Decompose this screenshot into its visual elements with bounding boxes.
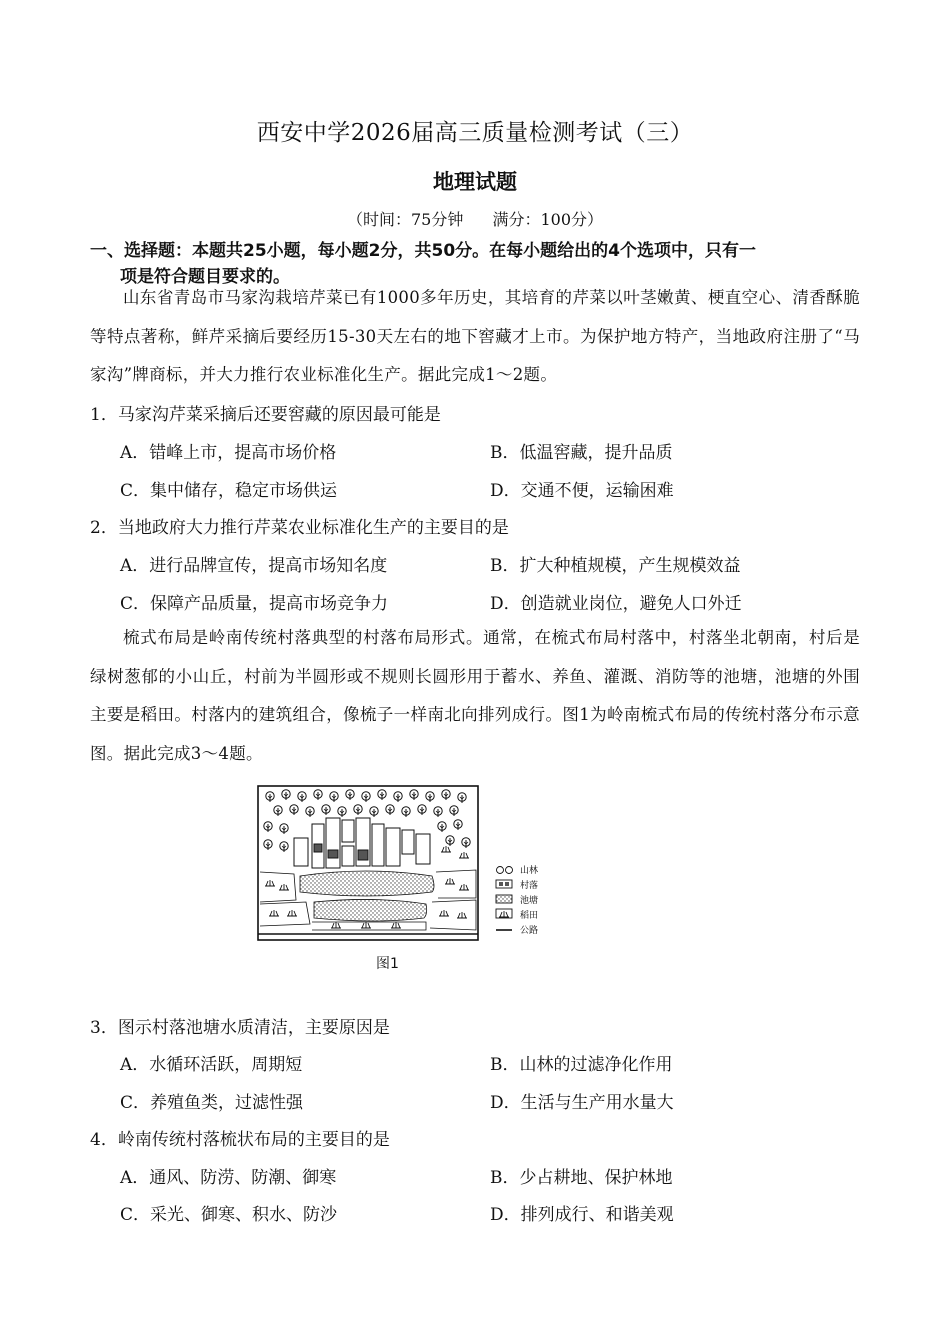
question-2-option-c: C．保障产品质量，提高市场竞争力 [120, 594, 389, 614]
legend-label-paddy: 稻田 [520, 911, 539, 921]
question-1-stem: 1．马家沟芹菜采摘后还要窖藏的原因最可能是 [90, 405, 441, 425]
exam-title: 西安中学2026届高三质量检测考试（三） [256, 120, 694, 146]
question-2-stem: 2．当地政府大力推行芹菜农业标准化生产的主要目的是 [90, 518, 509, 538]
legend-label-pond: 池塘 [520, 896, 539, 906]
section-heading-line2: 项是符合题目要求的。 [120, 267, 290, 287]
pond-upper [300, 871, 434, 896]
passage-1: 山东省青岛市马家沟栽培芹菜已有1000多年历史，其培育的芹菜以叶茎嫩黄、梗直空心、清香酥脆等特点著称，鲜芹采摘后要经历15-30天左右的地下窖藏才上市。为保护地方特产，当地政府注册了“马家沟”牌商标，并大力推行农业标准化生产。据此完成1～2题。 [90, 288, 860, 384]
question-3-option-c: C．养殖鱼类，过滤性强 [120, 1093, 304, 1113]
question-2-option-b: B．扩大种植规模，产生规模效益 [490, 556, 741, 576]
question-4-option-d: D．排列成行、和谐美观 [490, 1205, 674, 1225]
exam-meta [0, 207, 950, 230]
question-1-option-c: C．集中储存，稳定市场供运 [120, 481, 338, 501]
legend-paddy-symbol [496, 909, 512, 918]
legend-label-village: 村落 [520, 881, 539, 891]
question-2-option-a: A．进行品牌宣传，提高市场知名度 [120, 556, 388, 576]
legend-forest-symbol [497, 867, 513, 874]
question-4-option-b: B．少占耕地、保护林地 [490, 1168, 673, 1188]
legend-village-symbol [496, 880, 512, 888]
question-4-option-c: C．采光、御寒、积水、防沙 [120, 1205, 338, 1225]
legend [496, 864, 538, 936]
exam-score: 满分：100分） [492, 210, 603, 229]
pond-lower [314, 899, 427, 921]
legend-pond-symbol [496, 895, 512, 903]
figure-caption: 图1 [376, 956, 399, 972]
question-1-option-b: B．低温窖藏，提升品质 [490, 443, 673, 463]
section-heading-line1: 一、选择题：本题共25小题，每小题2分，共50分。在每小题给出的4个选项中，只有一 [90, 241, 756, 261]
legend-label-road: 公路 [520, 926, 539, 936]
question-2-option-d: D．创造就业岗位，避免人口外迁 [490, 594, 742, 614]
legend-label-forest: 山林 [520, 866, 539, 876]
village-layout-figure [256, 784, 556, 942]
exam-time: （时间：75分钟 [346, 210, 464, 229]
question-4-stem: 4．岭南传统村落梳状布局的主要目的是 [90, 1130, 390, 1150]
question-3-option-b: B．山林的过滤净化作用 [490, 1055, 673, 1075]
question-1-option-a: A．错峰上市，提高市场价格 [120, 443, 337, 463]
question-3-option-a: A．水循环活跃，周期短 [120, 1055, 303, 1075]
passage-2: 梳式布局是岭南传统村落典型的村落布局形式。通常，在梳式布局村落中，村落坐北朝南，村后是绿树葱郁的小山丘，村前为半圆形或不规则长圆形用于蓄水、养鱼、灌溉、消防等的池塘，池塘的外围主要是稻田。村落内的建筑组合，像梳子一样南北向排列成行。图1为岭南梳式布局的传统村落分布示意图。据此完成3～4题。 [90, 628, 860, 763]
exam-subject: 地理试题 [433, 169, 517, 194]
question-3-option-d: D．生活与生产用水量大 [490, 1093, 674, 1113]
question-3-stem: 3．图示村落池塘水质清洁，主要原因是 [90, 1018, 390, 1038]
question-1-option-d: D．交通不便，运输困难 [490, 481, 674, 501]
question-4-option-a: A．通风、防涝、防潮、御寒 [120, 1168, 337, 1188]
